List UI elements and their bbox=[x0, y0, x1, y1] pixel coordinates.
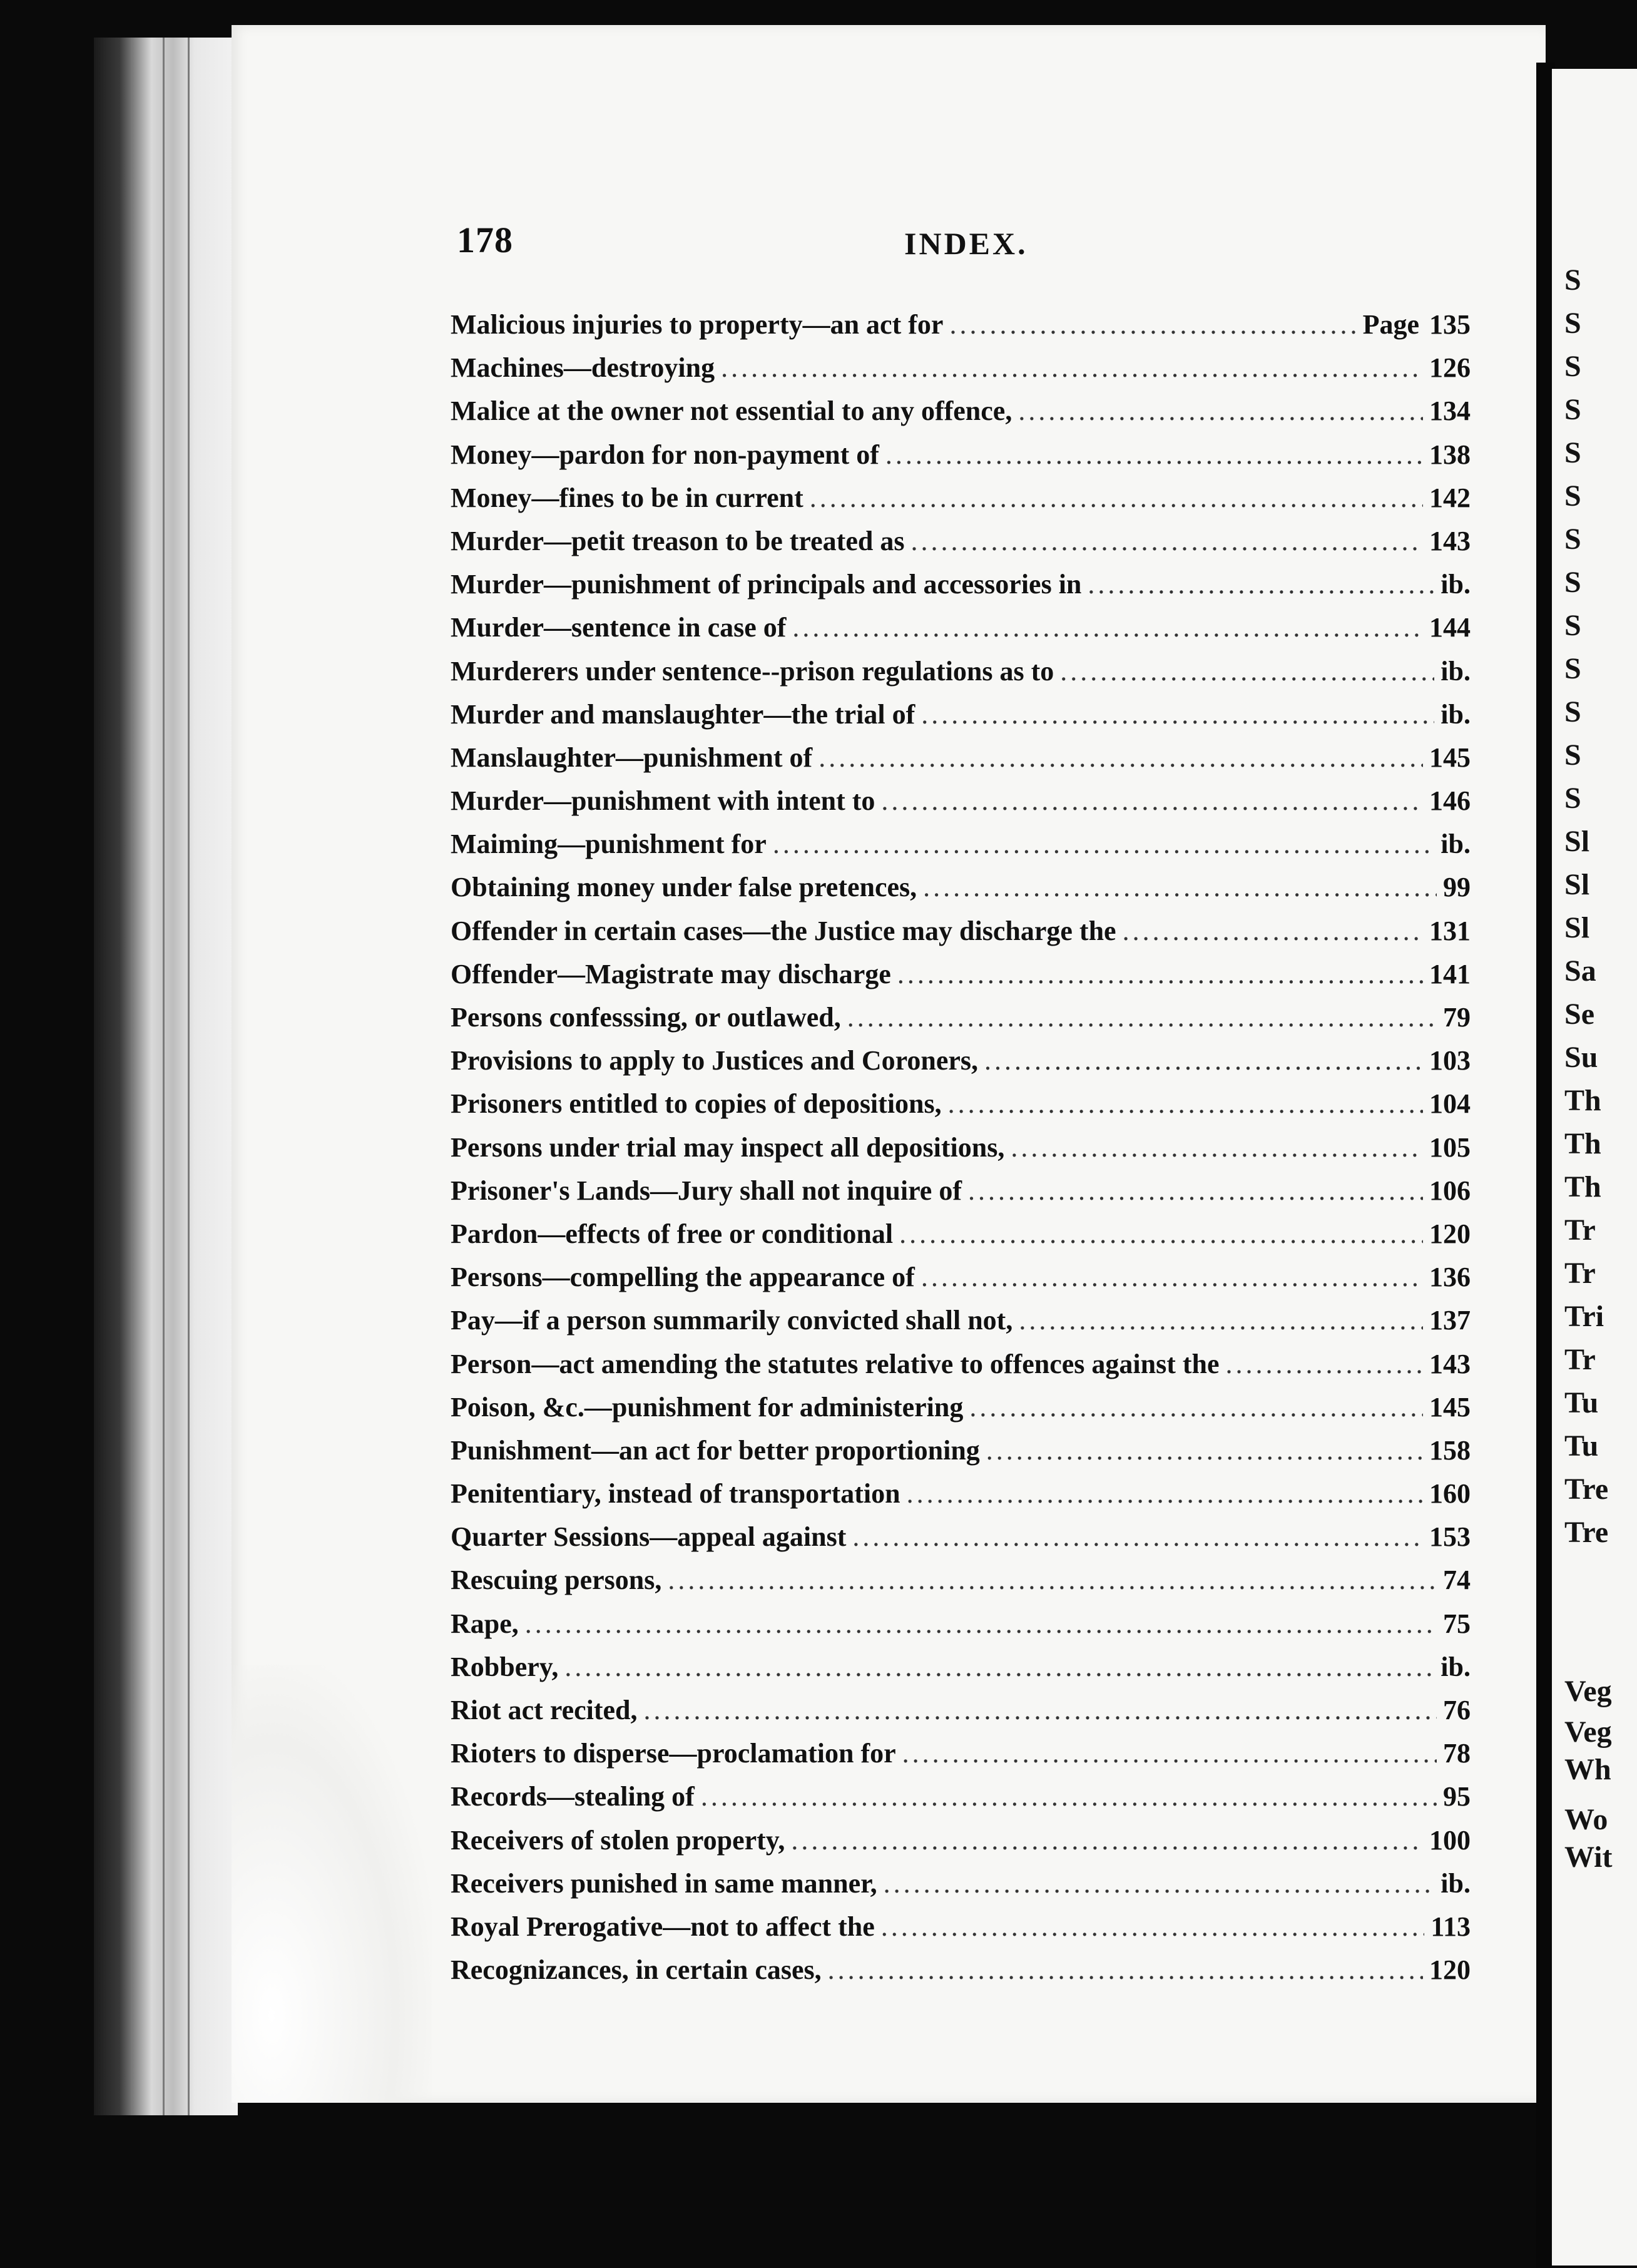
entry-text: Receivers of stolen property, bbox=[451, 1824, 785, 1856]
entry-page-ref bbox=[1443, 1602, 1471, 1645]
index-entry bbox=[451, 1905, 1471, 1948]
facing-page-fragment: S bbox=[1564, 782, 1581, 815]
entry-page-ref bbox=[1429, 606, 1471, 649]
facing-page-fragment: Su bbox=[1564, 1041, 1598, 1074]
entry-page-ref bbox=[1429, 519, 1471, 563]
page-number-ref: 76 bbox=[1443, 1695, 1471, 1725]
facing-page-fragment: S bbox=[1564, 695, 1581, 728]
dot-leader bbox=[564, 1645, 1434, 1688]
page-number-ref: 113 bbox=[1430, 1911, 1471, 1942]
facing-page-fragment: Wo bbox=[1564, 1803, 1608, 1836]
entry-text: Rescuing persons, bbox=[451, 1565, 662, 1596]
page-number-ref: ib. bbox=[1441, 829, 1471, 860]
page-number-ref: 99 bbox=[1443, 872, 1471, 903]
index-entry bbox=[451, 519, 1471, 563]
index-entry bbox=[451, 1472, 1471, 1515]
entry-page-ref bbox=[1429, 736, 1471, 779]
page-number-ref: 138 bbox=[1429, 439, 1471, 470]
facing-page-fragment: Wit bbox=[1564, 1841, 1613, 1874]
entry-text: Recognizances, in certain cases, bbox=[451, 1954, 822, 1986]
index-entry bbox=[451, 303, 1471, 346]
index-entry bbox=[451, 1126, 1471, 1169]
index-entry bbox=[451, 1775, 1471, 1818]
entry-page-ref bbox=[1429, 476, 1471, 519]
dot-leader bbox=[948, 1082, 1423, 1125]
page-number-ref: 103 bbox=[1429, 1045, 1471, 1076]
entry-text: Murderers under sentence--prison regulations as to bbox=[451, 655, 1054, 687]
entry-page-ref bbox=[1429, 1039, 1471, 1082]
page-number-ref: 78 bbox=[1443, 1738, 1471, 1769]
index-entry bbox=[451, 1732, 1471, 1775]
index-entry bbox=[451, 1082, 1471, 1125]
page-number-ref: 126 bbox=[1429, 352, 1471, 384]
page-number-ref: ib. bbox=[1441, 1651, 1471, 1682]
facing-page-fragment: S bbox=[1564, 738, 1581, 772]
facing-page-fragment: Sl bbox=[1564, 825, 1590, 858]
dot-leader bbox=[921, 1255, 1423, 1299]
dot-leader bbox=[828, 1948, 1423, 1991]
entry-page-ref bbox=[1429, 1255, 1471, 1299]
entry-page-ref bbox=[1441, 693, 1471, 736]
entry-text: Malicious injuries to property—an act for bbox=[451, 309, 944, 340]
entry-page-ref bbox=[1429, 953, 1471, 996]
index-entry bbox=[451, 1819, 1471, 1862]
facing-page-fragment: Veg bbox=[1564, 1715, 1612, 1749]
entry-text: Murder—petit treason to be treated as bbox=[451, 525, 905, 556]
index-entry bbox=[451, 563, 1471, 606]
entry-text: Persons confesssing, or outlawed, bbox=[451, 1002, 841, 1033]
entry-page-ref bbox=[1443, 996, 1471, 1039]
entry-text: Manslaughter—punishment of bbox=[451, 742, 813, 773]
facing-page-fragment: Tre bbox=[1564, 1473, 1609, 1506]
facing-page-fragment: S bbox=[1564, 393, 1581, 426]
page-number-ref: ib. bbox=[1441, 655, 1471, 687]
index-entries bbox=[451, 303, 1471, 1991]
facing-page-fragment: Tri bbox=[1564, 1300, 1604, 1333]
page-label: Page bbox=[1362, 309, 1419, 340]
entry-text: Robbery, bbox=[451, 1651, 559, 1682]
entry-page-ref bbox=[1429, 1169, 1471, 1212]
entry-page-ref bbox=[1429, 1082, 1471, 1125]
facing-page-fragment: Sl bbox=[1564, 868, 1590, 901]
page-number-ref: 144 bbox=[1429, 612, 1471, 643]
facing-page-fragment: Sl bbox=[1564, 911, 1590, 944]
entry-text: Maiming—punishment for bbox=[451, 829, 767, 860]
entry-page-ref bbox=[1429, 1429, 1471, 1472]
dot-leader bbox=[852, 1515, 1423, 1558]
index-entry bbox=[451, 476, 1471, 519]
dot-leader bbox=[701, 1775, 1437, 1818]
facing-page-fragment: S bbox=[1564, 652, 1581, 685]
index-entry bbox=[451, 996, 1471, 1039]
dot-leader bbox=[1123, 909, 1423, 953]
page-number-ref: 106 bbox=[1429, 1175, 1471, 1206]
index-entry bbox=[451, 1386, 1471, 1429]
page-number-ref: 100 bbox=[1429, 1824, 1471, 1856]
dot-leader bbox=[899, 1212, 1423, 1255]
entry-page-ref bbox=[1443, 1688, 1471, 1732]
page-number-ref: 135 bbox=[1429, 309, 1471, 340]
dot-leader bbox=[810, 476, 1423, 519]
facing-page-fragment: S bbox=[1564, 436, 1581, 469]
entry-text: Punishment—an act for better proportioning bbox=[451, 1434, 980, 1466]
entry-page-ref bbox=[1441, 822, 1471, 866]
facing-page-fragment: Th bbox=[1564, 1084, 1601, 1117]
page-number-ref: ib. bbox=[1441, 1867, 1471, 1899]
dot-leader bbox=[921, 693, 1434, 736]
entry-page-ref bbox=[1429, 1126, 1471, 1169]
entry-text: Money—pardon for non-payment of bbox=[451, 439, 879, 470]
entry-page-ref bbox=[1363, 303, 1471, 346]
index-entry bbox=[451, 433, 1471, 476]
index-entry bbox=[451, 346, 1471, 389]
index-entry bbox=[451, 1169, 1471, 1212]
entry-page-ref bbox=[1441, 1645, 1471, 1688]
index-entry bbox=[451, 693, 1471, 736]
page-number-ref: ib. bbox=[1441, 569, 1471, 600]
entry-page-ref bbox=[1429, 1342, 1471, 1386]
entry-text: Person—act amending the statutes relative to offences against the bbox=[451, 1348, 1220, 1379]
index-entry bbox=[451, 1602, 1471, 1645]
dot-leader bbox=[668, 1558, 1437, 1601]
dot-leader bbox=[881, 779, 1423, 822]
dot-leader bbox=[884, 1862, 1435, 1905]
entry-text: Riot act recited, bbox=[451, 1695, 638, 1725]
entry-text: Murder—sentence in case of bbox=[451, 612, 787, 643]
entry-page-ref bbox=[1443, 1732, 1471, 1775]
index-entry bbox=[451, 606, 1471, 649]
page-title: INDEX. bbox=[904, 226, 1028, 261]
dot-leader bbox=[986, 1429, 1423, 1472]
index-entry bbox=[451, 1342, 1471, 1386]
dot-leader bbox=[1019, 1299, 1423, 1342]
entry-text: Offender in certain cases—the Justice may discharge the bbox=[451, 915, 1116, 946]
index-entry bbox=[451, 1558, 1471, 1601]
entry-text: Machines—destroying bbox=[451, 352, 715, 384]
entry-page-ref bbox=[1429, 346, 1471, 389]
entry-text: Receivers punished in same manner, bbox=[451, 1867, 877, 1899]
page-number-ref: 74 bbox=[1443, 1565, 1471, 1596]
entry-page-ref bbox=[1443, 1558, 1471, 1601]
index-entry bbox=[451, 1299, 1471, 1342]
dot-leader bbox=[1018, 389, 1423, 432]
facing-page-fragment: Tre bbox=[1564, 1516, 1609, 1549]
entry-page-ref bbox=[1443, 1775, 1471, 1818]
dot-leader bbox=[773, 822, 1434, 866]
page-number-ref: 142 bbox=[1429, 482, 1471, 513]
dot-leader bbox=[1088, 563, 1434, 606]
dot-leader bbox=[791, 1819, 1423, 1862]
dot-leader bbox=[910, 519, 1423, 563]
entry-text: Money—fines to be in current bbox=[451, 482, 803, 513]
index-entry bbox=[451, 1515, 1471, 1558]
entry-text: Quarter Sessions—appeal against bbox=[451, 1521, 847, 1553]
page-number-ref: 143 bbox=[1429, 1348, 1471, 1379]
dot-leader bbox=[792, 606, 1423, 649]
facing-page-fragment: Tu bbox=[1564, 1386, 1599, 1419]
index-entry bbox=[451, 1948, 1471, 1991]
dot-leader bbox=[818, 736, 1423, 779]
page-number-ref: 160 bbox=[1429, 1478, 1471, 1509]
index-entry bbox=[451, 822, 1471, 866]
entry-text: Pay—if a person summarily convicted shall not, bbox=[451, 1305, 1013, 1336]
entry-text: Rioters to disperse—proclamation for bbox=[451, 1738, 896, 1769]
facing-page-fragment: Tr bbox=[1564, 1213, 1596, 1247]
page-number-ref: 104 bbox=[1429, 1088, 1471, 1120]
index-entry bbox=[451, 1862, 1471, 1905]
dot-leader bbox=[644, 1688, 1437, 1732]
page-number-ref: 120 bbox=[1429, 1954, 1471, 1986]
index-entry bbox=[451, 1212, 1471, 1255]
entry-text: Persons—compelling the appearance of bbox=[451, 1262, 915, 1293]
page-number-ref: 141 bbox=[1429, 958, 1471, 989]
page-number-ref: 105 bbox=[1429, 1131, 1471, 1163]
entry-text: Prisoner's Lands—Jury shall not inquire of bbox=[451, 1175, 962, 1206]
facing-page-fragment: S bbox=[1564, 609, 1581, 642]
dot-leader bbox=[885, 433, 1423, 476]
entry-page-ref bbox=[1429, 1515, 1471, 1558]
index-entry bbox=[451, 909, 1471, 953]
entry-page-ref bbox=[1429, 909, 1471, 953]
page-number-ref: 158 bbox=[1429, 1434, 1471, 1466]
entry-page-ref bbox=[1429, 779, 1471, 822]
dot-leader bbox=[949, 303, 1356, 346]
page-number-ref: 145 bbox=[1429, 742, 1471, 773]
page-number: 178 bbox=[457, 220, 513, 260]
entry-page-ref bbox=[1430, 1905, 1471, 1948]
index-entry bbox=[451, 1429, 1471, 1472]
entry-text: Provisions to apply to Justices and Coroners, bbox=[451, 1045, 979, 1076]
dot-leader bbox=[984, 1039, 1423, 1082]
facing-page-fragment: Veg bbox=[1564, 1675, 1612, 1708]
index-entry bbox=[451, 953, 1471, 996]
entry-text: Penitentiary, instead of transportation bbox=[451, 1478, 900, 1509]
page-number-ref: 145 bbox=[1429, 1391, 1471, 1423]
index-entry bbox=[451, 650, 1471, 693]
entry-text: Offender—Magistrate may discharge bbox=[451, 958, 891, 989]
dot-leader bbox=[1226, 1342, 1423, 1386]
facing-page-fragment: Th bbox=[1564, 1127, 1601, 1160]
entry-page-ref bbox=[1443, 866, 1471, 909]
page-number-ref: 137 bbox=[1429, 1305, 1471, 1336]
index-entry bbox=[451, 1255, 1471, 1299]
facing-page-fragment: S bbox=[1564, 350, 1581, 383]
dot-leader bbox=[969, 1386, 1423, 1429]
entry-text: Royal Prerogative—not to affect the bbox=[451, 1911, 875, 1942]
dot-leader bbox=[525, 1602, 1437, 1645]
facing-page-fragment: Tu bbox=[1564, 1429, 1599, 1463]
dot-leader bbox=[881, 1905, 1425, 1948]
facing-page-fragment: Tr bbox=[1564, 1343, 1596, 1376]
page-number-ref: 131 bbox=[1429, 915, 1471, 946]
entry-page-ref bbox=[1441, 650, 1471, 693]
entry-page-ref bbox=[1429, 1299, 1471, 1342]
entry-page-ref bbox=[1429, 433, 1471, 476]
facing-page-fragment: S bbox=[1564, 479, 1581, 513]
entry-page-ref bbox=[1429, 389, 1471, 432]
index-entry bbox=[451, 1039, 1471, 1082]
dot-leader bbox=[721, 346, 1423, 389]
page-number-ref: 120 bbox=[1429, 1218, 1471, 1249]
facing-page-fragment: S bbox=[1564, 566, 1581, 599]
dot-leader bbox=[847, 996, 1437, 1039]
dot-leader bbox=[907, 1472, 1423, 1515]
entry-page-ref bbox=[1441, 1862, 1471, 1905]
facing-page-fragment: S bbox=[1564, 523, 1581, 556]
book-edge bbox=[94, 38, 238, 2115]
page-number-ref: 136 bbox=[1429, 1262, 1471, 1293]
entry-text: Murder—punishment with intent to bbox=[451, 785, 875, 817]
facing-page-fragment: Sa bbox=[1564, 954, 1596, 988]
entry-text: Records—stealing of bbox=[451, 1781, 695, 1812]
page-number-ref: 146 bbox=[1429, 785, 1471, 817]
index-entry bbox=[451, 389, 1471, 432]
facing-page-fragment: S bbox=[1564, 307, 1581, 340]
dot-leader bbox=[1060, 650, 1434, 693]
page-number-ref: 153 bbox=[1429, 1521, 1471, 1553]
page-number-ref: ib. bbox=[1441, 698, 1471, 730]
facing-page-fragment: Th bbox=[1564, 1170, 1601, 1203]
entry-page-ref bbox=[1429, 1948, 1471, 1991]
facing-page-fragment: Wh bbox=[1564, 1753, 1611, 1786]
dot-leader bbox=[1011, 1126, 1423, 1169]
page-stain bbox=[232, 1665, 432, 2103]
entry-page-ref bbox=[1429, 1819, 1471, 1862]
facing-page-fragment: Se bbox=[1564, 998, 1594, 1031]
dot-leader bbox=[902, 1732, 1437, 1775]
entry-text: Murder and manslaughter—the trial of bbox=[451, 698, 915, 730]
entry-page-ref bbox=[1429, 1472, 1471, 1515]
dot-leader bbox=[968, 1169, 1423, 1212]
entry-text: Murder—punishment of principals and accessories in bbox=[451, 569, 1082, 600]
page-number-ref: 79 bbox=[1443, 1002, 1471, 1033]
entry-text: Obtaining money under false pretences, bbox=[451, 872, 917, 903]
dot-leader bbox=[923, 866, 1437, 909]
page-number-ref: 75 bbox=[1443, 1608, 1471, 1639]
facing-page-fragment: S bbox=[1564, 263, 1581, 297]
index-entry bbox=[451, 736, 1471, 779]
entry-page-ref bbox=[1441, 563, 1471, 606]
index-entry bbox=[451, 866, 1471, 909]
entry-page-ref bbox=[1429, 1386, 1471, 1429]
entry-text: Pardon—effects of free or conditional bbox=[451, 1218, 894, 1249]
page-number-ref: 143 bbox=[1429, 525, 1471, 556]
index-entry bbox=[451, 779, 1471, 822]
index-entry bbox=[451, 1688, 1471, 1732]
entry-text: Prisoners entitled to copies of depositions, bbox=[451, 1088, 942, 1120]
entry-text: Poison, &c.—punishment for administering bbox=[451, 1391, 964, 1423]
entry-text: Persons under trial may inspect all depositions, bbox=[451, 1131, 1005, 1163]
page-number-ref: 95 bbox=[1443, 1781, 1471, 1812]
facing-page bbox=[1552, 69, 1637, 2265]
dot-leader bbox=[897, 953, 1423, 996]
entry-text: Rape, bbox=[451, 1608, 519, 1639]
page-number-ref: 134 bbox=[1429, 396, 1471, 427]
index-entry bbox=[451, 1645, 1471, 1688]
facing-page-fragment: Tr bbox=[1564, 1257, 1596, 1290]
entry-page-ref bbox=[1429, 1212, 1471, 1255]
entry-text: Malice at the owner not essential to any offence, bbox=[451, 396, 1012, 427]
